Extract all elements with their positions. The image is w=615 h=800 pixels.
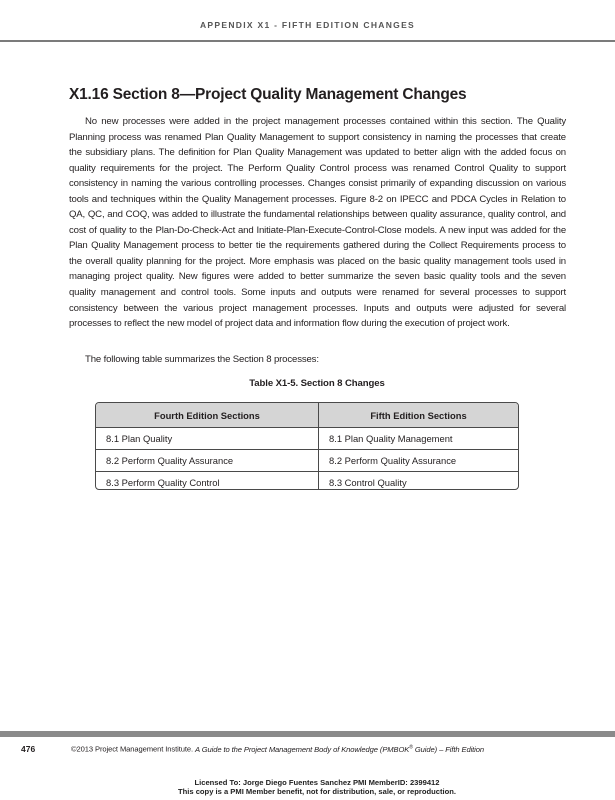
guide-title-part-b: Guide) – Fifth Edition — [412, 744, 485, 754]
table-cell: 8.1 Plan Quality — [96, 428, 319, 450]
table-cell: 8.2 Perform Quality Assurance — [319, 450, 519, 472]
running-header: APPENDIX X1 - FIFTH EDITION CHANGES — [199, 20, 416, 30]
column-header-fifth-edition: Fifth Edition Sections — [319, 403, 519, 428]
column-header-fourth-edition: Fourth Edition Sections — [96, 403, 319, 428]
license-line-1: Licensed To: Jorge Diego Fuentes Sanchez PMI MemberID: 2399412 — [194, 778, 440, 787]
table-intro: The following table summarizes the Section 8 processes: — [85, 354, 319, 365]
table-row — [96, 450, 518, 472]
section-heading: X1.16 Section 8—Project Quality Management Changes — [69, 86, 467, 103]
table-cell: 8.3 Control Quality — [329, 477, 407, 488]
license-line-2: This copy is a PMI Member benefit, not for distribution, sale, or reproduction. — [177, 787, 457, 796]
footer-citation — [71, 744, 484, 754]
changes-table — [95, 402, 519, 490]
guide-title — [195, 745, 484, 754]
guide-title-part-a: A Guide to the Project Management Body of Knowledge (PMBOK — [195, 744, 410, 754]
table-cell: 8.2 Perform Quality Assurance — [96, 450, 319, 472]
copyright-text: ©2013 Project Management Institute. — [71, 744, 195, 754]
registered-mark: ® — [409, 744, 413, 750]
page-number: 476 — [21, 744, 36, 754]
table-cell: 8.3 Perform Quality Control — [96, 472, 319, 491]
header-divider — [0, 40, 615, 42]
table-caption: Table X1-5. Section 8 Changes — [249, 378, 385, 389]
footer-divider — [0, 731, 615, 737]
table-row — [96, 472, 518, 491]
body-paragraph: No new processes were added in the project management processes contained within this section. The Quality Planning process was renamed Plan Quality Management to support consistency in naming the processes that create the subsidiary plans. The definition for Plan Quality Management was updated to better align with the added focus on quality requirements for the project. The Perform Quality Control process was renamed Control Quality to support consistency in naming the various controlling processes. Changes consist primarily of expanding discussion on various tools and techniques within the Quality Management processes. Figure 8-2 on IPECC and PDCA Cycles in Relation to QA, QC, and COQ, was added to illustrate the fundamental relationships between quality assurance, quality control, and cost of quality to the Plan-Do-Check-Act and Initiate-Plan-Execute-Control-Close models. A new input was added for the Plan Quality Management process to better tie the requirements gathered during the Collect Requirements process to the overall quality planning for the project. More emphasis was placed on the basic quality management tools used in managing project quality. New figures were added to better summarize the seven basic quality tools and the seven quality management and control tools. Some inputs and outputs were renamed for several processes to support consistency between the various project management processes. Inputs and outputs were adjusted for several processes to reflect the new model of project data and information flow during the execution of project work. — [69, 116, 566, 330]
table-header-row — [96, 403, 518, 428]
table-row — [96, 428, 518, 450]
table-cell: 8.1 Plan Quality Management — [319, 428, 519, 450]
